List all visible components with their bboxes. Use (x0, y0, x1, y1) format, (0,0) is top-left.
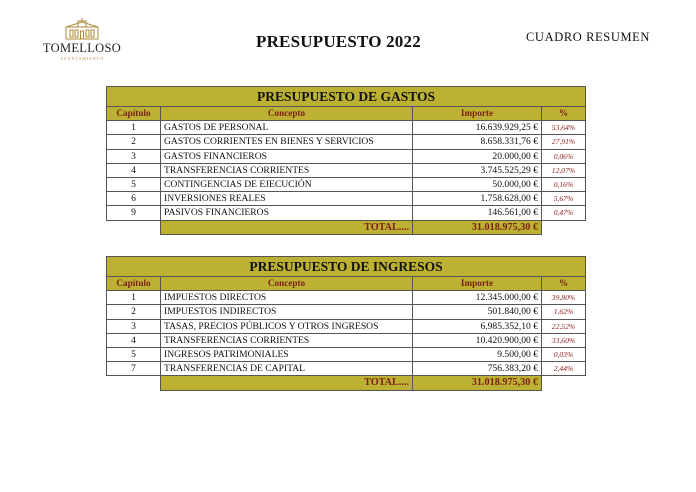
cell-capitulo: 1 (107, 291, 161, 305)
table-heading: PRESUPUESTO DE GASTOS (107, 87, 586, 107)
cell-concepto: CONTINGENCIAS DE EJECUCIÓN (161, 177, 413, 191)
total-spacer (542, 376, 586, 390)
cell-capitulo: 2 (107, 305, 161, 319)
page-title: PRESUPUESTO 2022 (256, 32, 421, 51)
cell-capitulo: 2 (107, 135, 161, 149)
cell-capitulo: 6 (107, 192, 161, 206)
cell-importe: 6.985.352,10 € (413, 319, 542, 333)
column-header-row (107, 107, 586, 121)
cell-capitulo: 9 (107, 206, 161, 220)
table-row (107, 305, 586, 319)
total-spacer (542, 220, 586, 234)
cell-capitulo: 4 (107, 163, 161, 177)
cell-percent: 5,67% (542, 192, 586, 206)
total-label: TOTAL.... (161, 220, 413, 234)
cell-concepto: TRANSFERENCIAS CORRIENTES (161, 163, 413, 177)
total-row (107, 376, 586, 390)
total-spacer (107, 376, 161, 390)
tomelloso-logo (42, 18, 122, 61)
cell-percent: 1,62% (542, 305, 586, 319)
cell-percent: 27,91% (542, 135, 586, 149)
cell-percent: 0,16% (542, 177, 586, 191)
cell-importe: 20.000,00 € (413, 149, 542, 163)
logo-subtitle: AYUNTAMIENTO (60, 56, 104, 61)
cell-percent: 2,44% (542, 362, 586, 376)
table-row (107, 362, 586, 376)
cell-capitulo: 5 (107, 177, 161, 191)
column-header-capitulo: Capítulo (107, 107, 161, 121)
column-header-importe: Importe (413, 107, 542, 121)
cell-capitulo: 3 (107, 149, 161, 163)
column-header-importe: Importe (413, 277, 542, 291)
cell-percent: 39,80% (542, 291, 586, 305)
table-heading-row (107, 257, 586, 277)
cell-concepto: GASTOS CORRIENTES EN BIENES Y SERVICIOS (161, 135, 413, 149)
table-row (107, 206, 586, 220)
cell-percent: 22,52% (542, 319, 586, 333)
table-row (107, 347, 586, 361)
total-value: 31.018.975,30 € (413, 376, 542, 390)
cell-importe: 3.745.525,29 € (413, 163, 542, 177)
cell-percent: 53,64% (542, 121, 586, 135)
table-row (107, 291, 586, 305)
cell-concepto: PASIVOS FINANCIEROS (161, 206, 413, 220)
table-heading: PRESUPUESTO DE INGRESOS (107, 257, 586, 277)
total-value: 31.018.975,30 € (413, 220, 542, 234)
table-row (107, 333, 586, 347)
cell-concepto: TRANSFERENCIAS CORRIENTES (161, 333, 413, 347)
cell-concepto: IMPUESTOS INDIRECTOS (161, 305, 413, 319)
table-heading-row (107, 87, 586, 107)
cell-importe: 12.345.000,00 € (413, 291, 542, 305)
table-row (107, 121, 586, 135)
cell-importe: 146.561,00 € (413, 206, 542, 220)
cell-concepto: INVERSIONES REALES (161, 192, 413, 206)
cell-percent: 33,60% (542, 333, 586, 347)
cell-capitulo: 7 (107, 362, 161, 376)
cell-concepto: GASTOS FINANCIEROS (161, 149, 413, 163)
cell-capitulo: 1 (107, 121, 161, 135)
cell-concepto: IMPUESTOS DIRECTOS (161, 291, 413, 305)
column-header-percent: % (542, 107, 586, 121)
total-spacer (107, 220, 161, 234)
column-header-capitulo: Capítulo (107, 277, 161, 291)
cell-importe: 9.500,00 € (413, 347, 542, 361)
cell-importe: 50.000,00 € (413, 177, 542, 191)
table-row (107, 149, 586, 163)
column-header-concepto: Concepto (161, 107, 413, 121)
cell-importe: 8.658.331,76 € (413, 135, 542, 149)
cell-importe: 501.840,00 € (413, 305, 542, 319)
table-row (107, 163, 586, 177)
cell-concepto: GASTOS DE PERSONAL (161, 121, 413, 135)
town-hall-crest-icon (63, 18, 101, 40)
table-row (107, 135, 586, 149)
column-header-row (107, 277, 586, 291)
cell-importe: 756.383,20 € (413, 362, 542, 376)
cell-capitulo: 4 (107, 333, 161, 347)
cell-concepto: TASAS, PRECIOS PÚBLICOS Y OTROS INGRESOS (161, 319, 413, 333)
expenses-table (106, 86, 586, 235)
total-row (107, 220, 586, 234)
page-subtitle: CUADRO RESUMEN (526, 30, 651, 44)
cell-importe: 10.420.900,00 € (413, 333, 542, 347)
total-label: TOTAL.... (161, 376, 413, 390)
table-row (107, 319, 586, 333)
cell-importe: 1.758.628,00 € (413, 192, 542, 206)
logo-name: TOMELLOSO (42, 41, 122, 55)
cell-concepto: TRANSFERENCIAS DE CAPITAL (161, 362, 413, 376)
column-header-concepto: Concepto (161, 277, 413, 291)
cell-percent: 0,47% (542, 206, 586, 220)
column-header-percent: % (542, 277, 586, 291)
table-row (107, 192, 586, 206)
cell-percent: 0,03% (542, 347, 586, 361)
cell-percent: 12,07% (542, 163, 586, 177)
cell-concepto: INGRESOS PATRIMONIALES (161, 347, 413, 361)
cell-capitulo: 5 (107, 347, 161, 361)
cell-capitulo: 3 (107, 319, 161, 333)
table-row (107, 177, 586, 191)
income-table (106, 256, 586, 391)
cell-percent: 0,06% (542, 149, 586, 163)
cell-importe: 16.639.929,25 € (413, 121, 542, 135)
